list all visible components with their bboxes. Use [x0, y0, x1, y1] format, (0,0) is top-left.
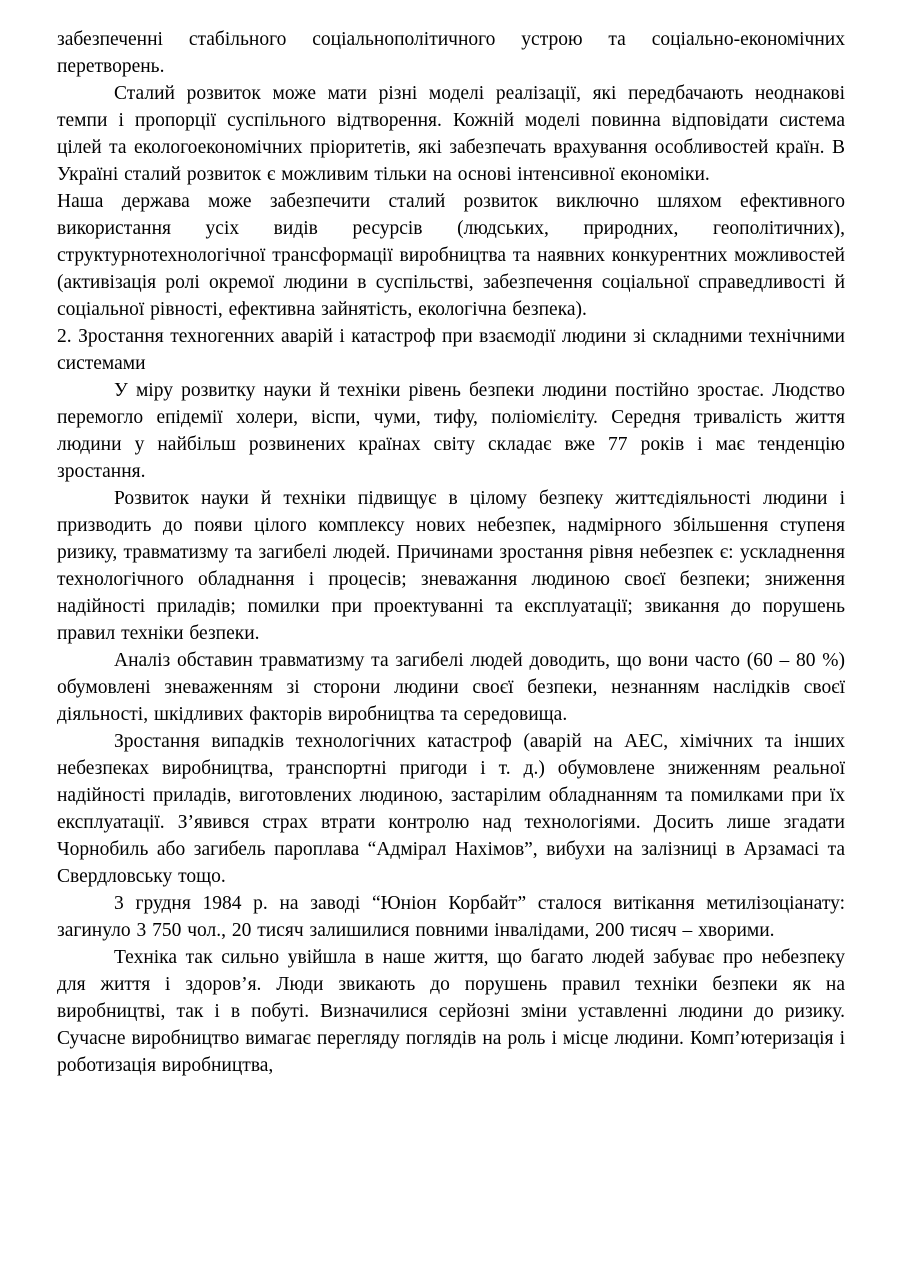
paragraph-07: Аналіз обставин травматизму та загибелі людей доводить, що вони часто (60 – 80 %) обумовлені зневаженням зі сторони людини своєї безпеки, незнанням наслідків своєї діяльності, шкідливих факторів виробництва та середовища.	[57, 650, 845, 725]
paragraph-02: Сталий розвиток може мати різні моделі реалізації, які передбачають неоднакові темпи і пропорції суспільного відтворення. Кожній моделі повинна відповідати система цілей та екологоекономічних пріоритетів, які забезпечать врахування особливостей країн. В Україні сталий розвиток є можливим тільки на основі інтенсивної економіки.	[57, 83, 845, 185]
paragraph-04-section-heading: 2. Зростання техногенних аварій і катастроф при взаємодії людини зі складними технічними системами	[57, 326, 845, 374]
paragraph-09: 3 грудня 1984 р. на заводі “Юніон Корбайт” сталося витікання метилізоціанату: загинуло 3 750 чол., 20 тисяч залишилися повними інвалідами, 200 тисяч – хворими.	[57, 893, 845, 941]
paragraph-05: У міру розвитку науки й техніки рівень безпеки людини постійно зростає. Людство перемогло епідемії холери, віспи, чуми, тифу, поліомієліту. Середня тривалість життя людини у найбільш розвинених країнах світу складає вже 77 років і має тенденцію зростання.	[57, 380, 845, 482]
paragraph-03: Наша держава може забезпечити сталий розвиток виключно шляхом ефективного використання усіх видів ресурсів (людських, природних, геополітичних), структурнотехнологічної трансформації виробництва та наявних конкурентних можливостей (активізація ролі окремої людини в суспільстві, забезпечення соціальної справедливості й соціальної рівності, ефективна зайнятість, екологічна безпека).	[57, 191, 845, 320]
paragraph-06: Розвиток науки й техніки підвищує в цілому безпеку життєдіяльності людини і призводить до появи цілого комплексу нових небезпек, надмірного збільшення ступеня ризику, травматизму та загибелі людей. Причинами зростання рівня небезпек є: ускладнення технологічного обладнання і процесів; зневажання людиною своєї безпеки; зниження надійності приладів; помилки при проектуванні та експлуатації; звикання до порушень правил техніки безпеки.	[57, 488, 845, 644]
paragraph-10: Техніка так сильно увійшла в наше життя, що багато людей забуває про небезпеку для життя і здоров’я. Люди звикають до порушень правил техніки безпеки як на виробництві, так і в побуті. Визначилися серйозні зміни уставленні людини до ризику. Сучасне виробництво вимагає перегляду поглядів на роль і місце людини. Комп’ютеризація і роботизація виробництва,	[57, 947, 845, 1076]
paragraph-08: Зростання випадків технологічних катастроф (аварій на АЕС, хімічних та інших небезпеках виробництва, транспортні пригоди і т. д.) обумовлене зниженням реальної надійності приладів, виготовлених людиною, застарілим обладнанням та помилками при їх експлуатації. З’явився страх втрати контролю над технологіями. Досить лише згадати Чорнобиль або загибель пароплава “Адмірал Нахімов”, вибухи на залізниці в Арзамасі та Свердловську тощо.	[57, 731, 845, 887]
paragraph-01: забезпеченні стабільного соціальнополітичного устрою та соціально-економічних перетворень.	[57, 29, 845, 77]
